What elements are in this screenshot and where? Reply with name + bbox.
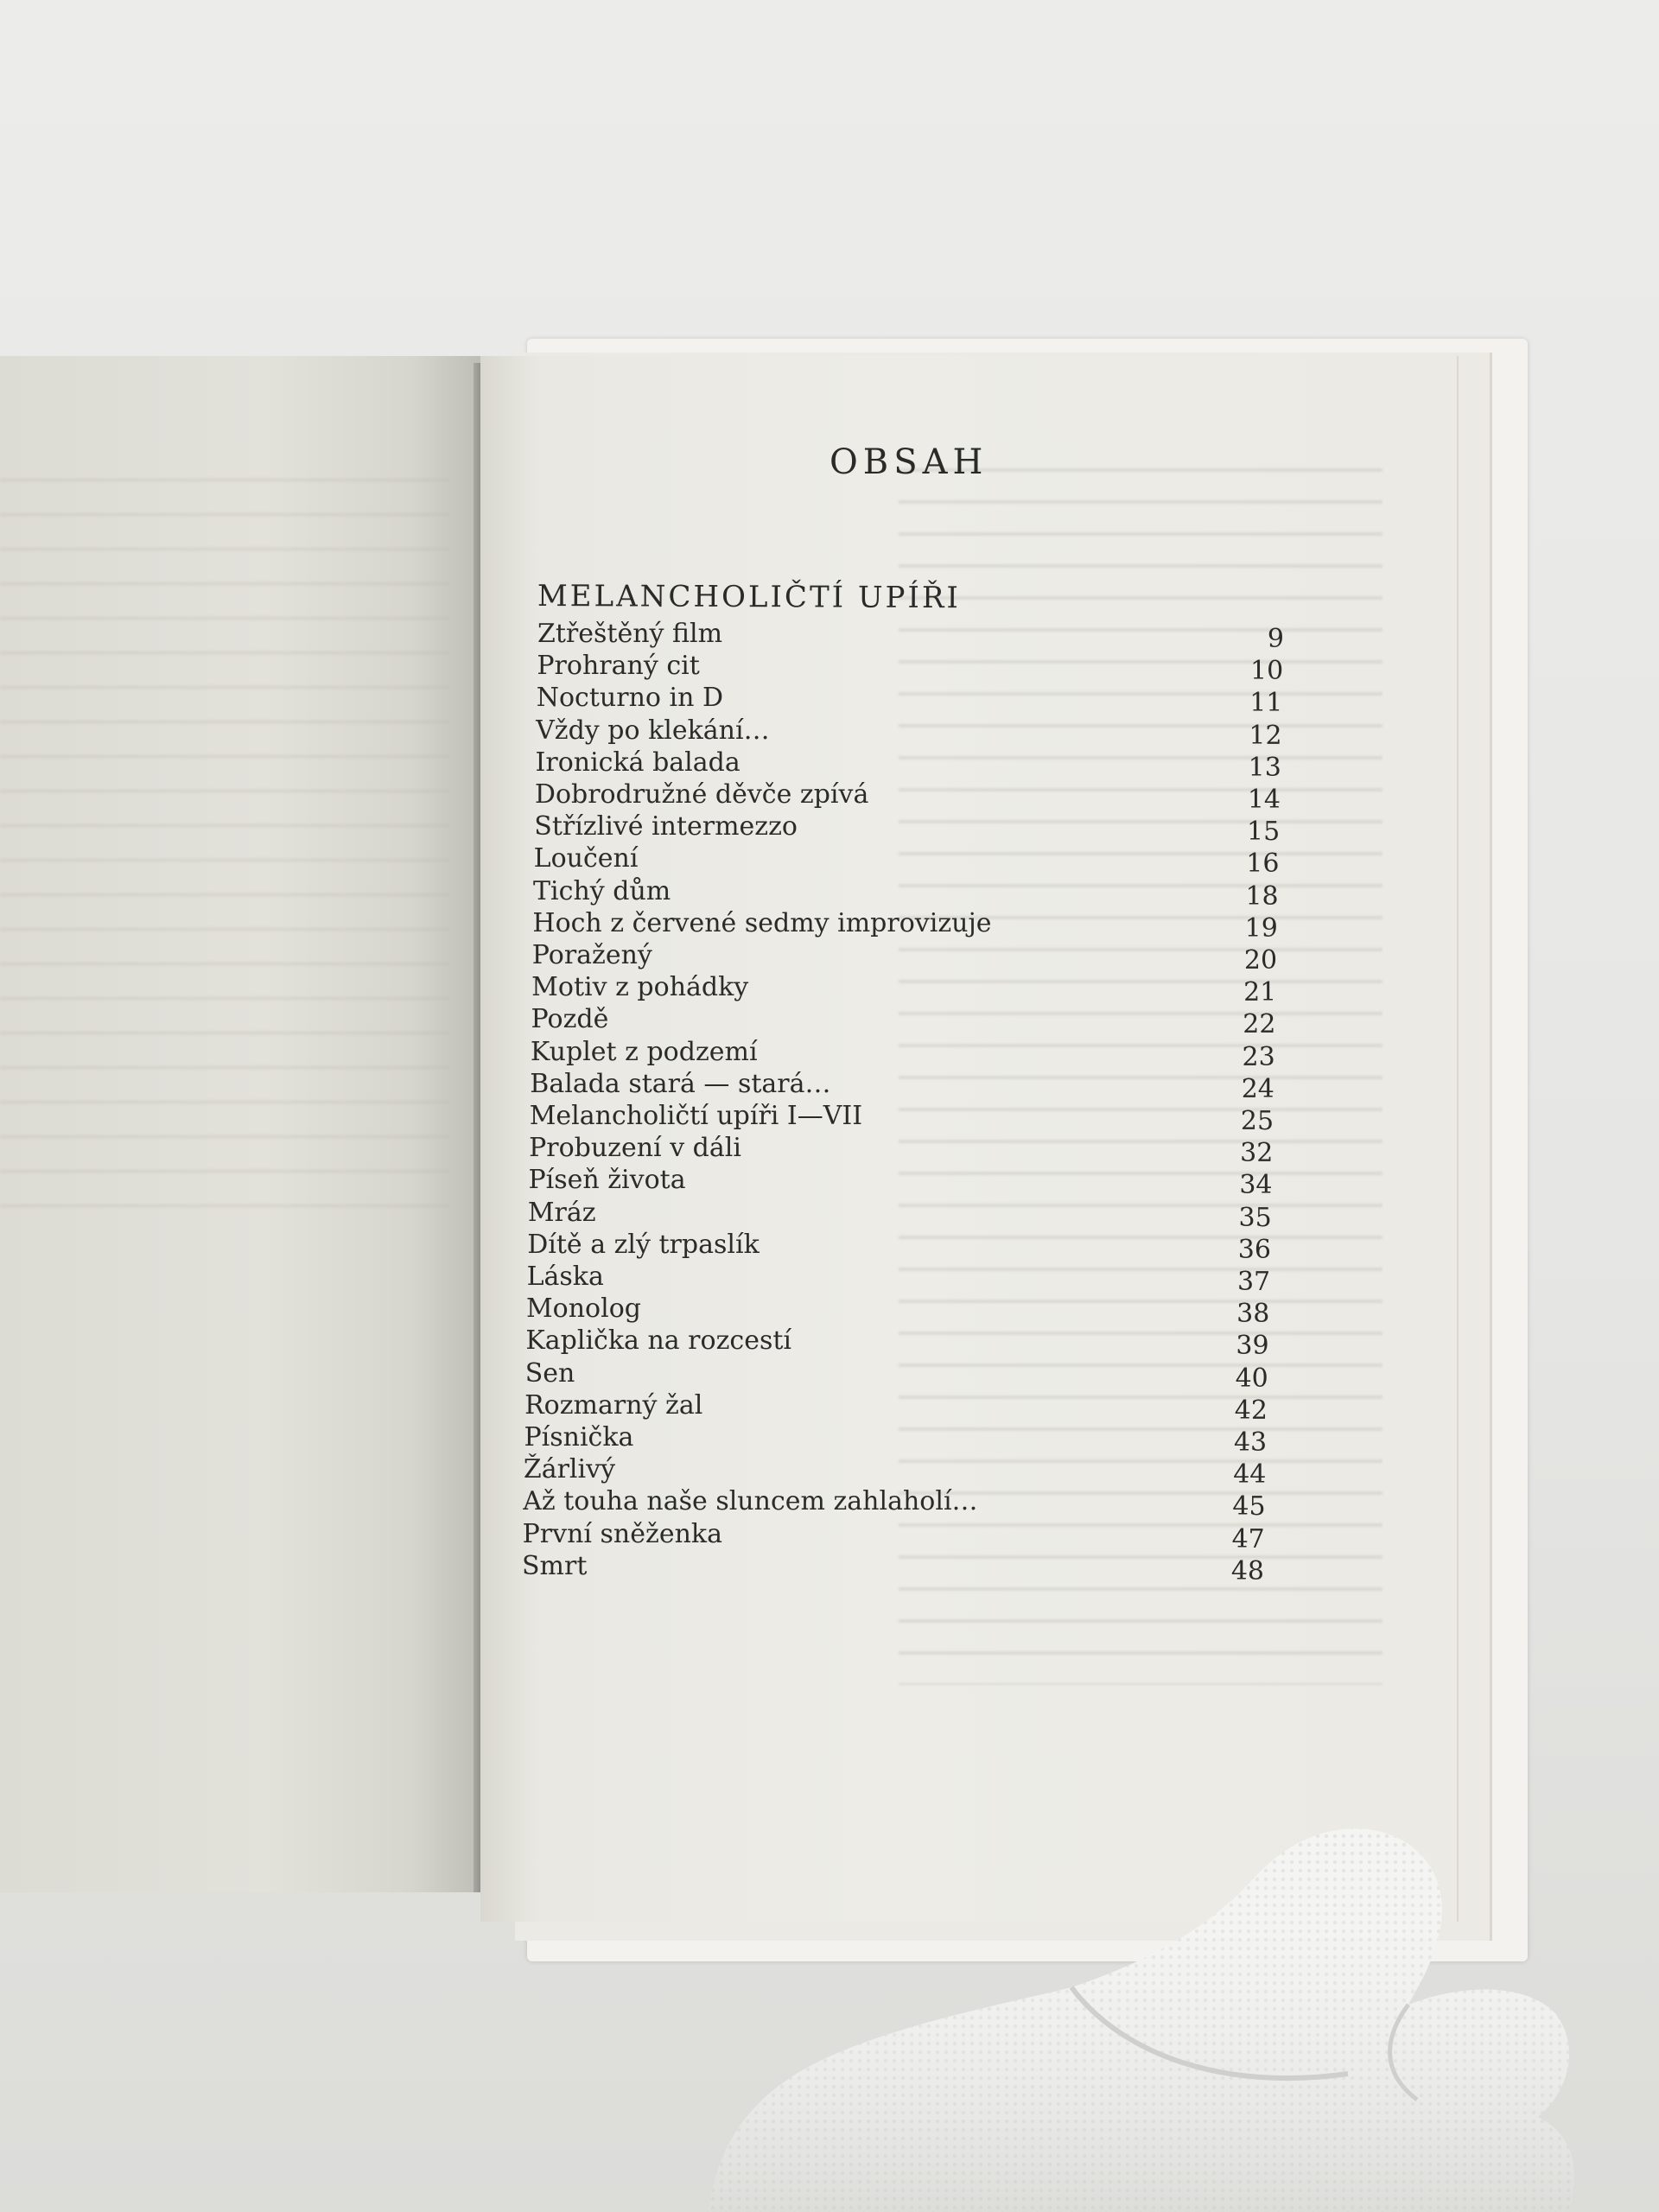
toc-entry-title: Tichý dům	[533, 875, 671, 906]
toc-entry-page-number: 37	[1236, 1267, 1271, 1297]
toc-entry-title: Prohraný cit	[537, 651, 700, 682]
toc-entry-page-number: 24	[1241, 1073, 1274, 1104]
toc-entry-title: Až touha naše sluncem zahlaholí…	[523, 1486, 978, 1517]
toc-entry-page-number: 32	[1240, 1138, 1274, 1169]
toc-entry-title: Melancholičtí upíři I—VII	[529, 1101, 863, 1131]
toc-entry-title: Sen	[524, 1357, 575, 1389]
toc-entry-page-number: 48	[1230, 1555, 1264, 1586]
toc-entry-page-number: 12	[1249, 720, 1282, 751]
toc-entry-title: Kuplet z podzemí	[530, 1036, 758, 1067]
toc-entry-title: Vždy po klekání…	[536, 715, 770, 746]
toc-entry-title: Hoch z červené sedmy improvizuje	[532, 907, 992, 938]
toc-entry-page-number: 15	[1247, 817, 1281, 848]
toc-entry-title: Probuzení v dáli	[529, 1133, 741, 1164]
toc-entry-title: První sněženka	[522, 1518, 722, 1549]
toc-entry-title: Střízlivé intermezzo	[534, 811, 798, 842]
toc-entry-page-number: 10	[1250, 656, 1284, 687]
toc-entry-page-number: 9	[1267, 624, 1284, 654]
toc-entry-title: Motiv z pohádky	[531, 972, 749, 1003]
toc-entry-title: Balada stará — stará…	[530, 1068, 831, 1099]
toc-entry-page-number: 22	[1243, 1009, 1276, 1040]
toc-entry-page-number: 23	[1242, 1041, 1275, 1072]
toc-entry-title: Smrt	[522, 1550, 588, 1581]
toc-entry-page-number: 39	[1236, 1331, 1269, 1362]
toc-entry-page-number: 11	[1249, 688, 1283, 719]
toc-entry-page-number: 16	[1246, 849, 1280, 880]
toc-entry-page-number: 25	[1240, 1106, 1274, 1136]
section-title: MELANCHOLIČTÍ UPÍŘI	[537, 579, 961, 616]
toc-entry-page-number: 40	[1235, 1363, 1268, 1394]
toc-entry-page-number: 20	[1243, 945, 1278, 976]
toc-entry-title: Písnička	[524, 1422, 634, 1452]
toc-entry-page-number: 43	[1233, 1427, 1268, 1458]
toc-entry-title: Rozmarný žal	[524, 1389, 703, 1421]
toc-entry-title: Dítě a zlý trpaslík	[527, 1229, 760, 1260]
toc-entry-page-number: 14	[1247, 785, 1281, 815]
toc-entry-page-number: 45	[1232, 1491, 1266, 1522]
toc-entry-title: Nocturno in D	[536, 683, 724, 714]
toc-entry-title: Píseň života	[528, 1165, 686, 1196]
toc-entry-page-number: 18	[1245, 880, 1279, 912]
toc-entry-page-number: 34	[1239, 1170, 1273, 1201]
toc-entry-title: Monolog	[525, 1294, 641, 1325]
toc-entry-title: Láska	[526, 1262, 604, 1292]
toc-entry-title: Poražený	[531, 940, 652, 970]
toc-entry-title: Mráz	[527, 1197, 596, 1228]
toc-entry-title: Pozdě	[531, 1004, 609, 1035]
toc-entry-title: Ironická balada	[535, 747, 741, 778]
toc-entry-page-number: 38	[1236, 1299, 1270, 1330]
toc-entry-page-number: 13	[1248, 752, 1281, 783]
toc-entry-page-number: 19	[1244, 912, 1278, 944]
toc-entry-page-number: 44	[1233, 1459, 1267, 1491]
toc-entry-title: Kaplička na rozcestí	[525, 1325, 791, 1357]
toc-entry-title: Dobrodružné děvče zpívá	[534, 779, 869, 810]
toc-entry-title: Ztřeštěný film	[537, 619, 723, 649]
toc-entry-title: Žárlivý	[523, 1454, 616, 1485]
toc-entry-page-number: 35	[1238, 1202, 1272, 1233]
toc-entry-title: Loučení	[533, 843, 639, 874]
page-heading: OBSAH	[830, 442, 988, 482]
toc-entry-page-number: 42	[1234, 1395, 1268, 1426]
toc-entry-page-number: 21	[1243, 977, 1277, 1008]
toc-entry-page-number: 36	[1237, 1234, 1271, 1265]
toc-entry-page-number: 47	[1231, 1523, 1265, 1554]
